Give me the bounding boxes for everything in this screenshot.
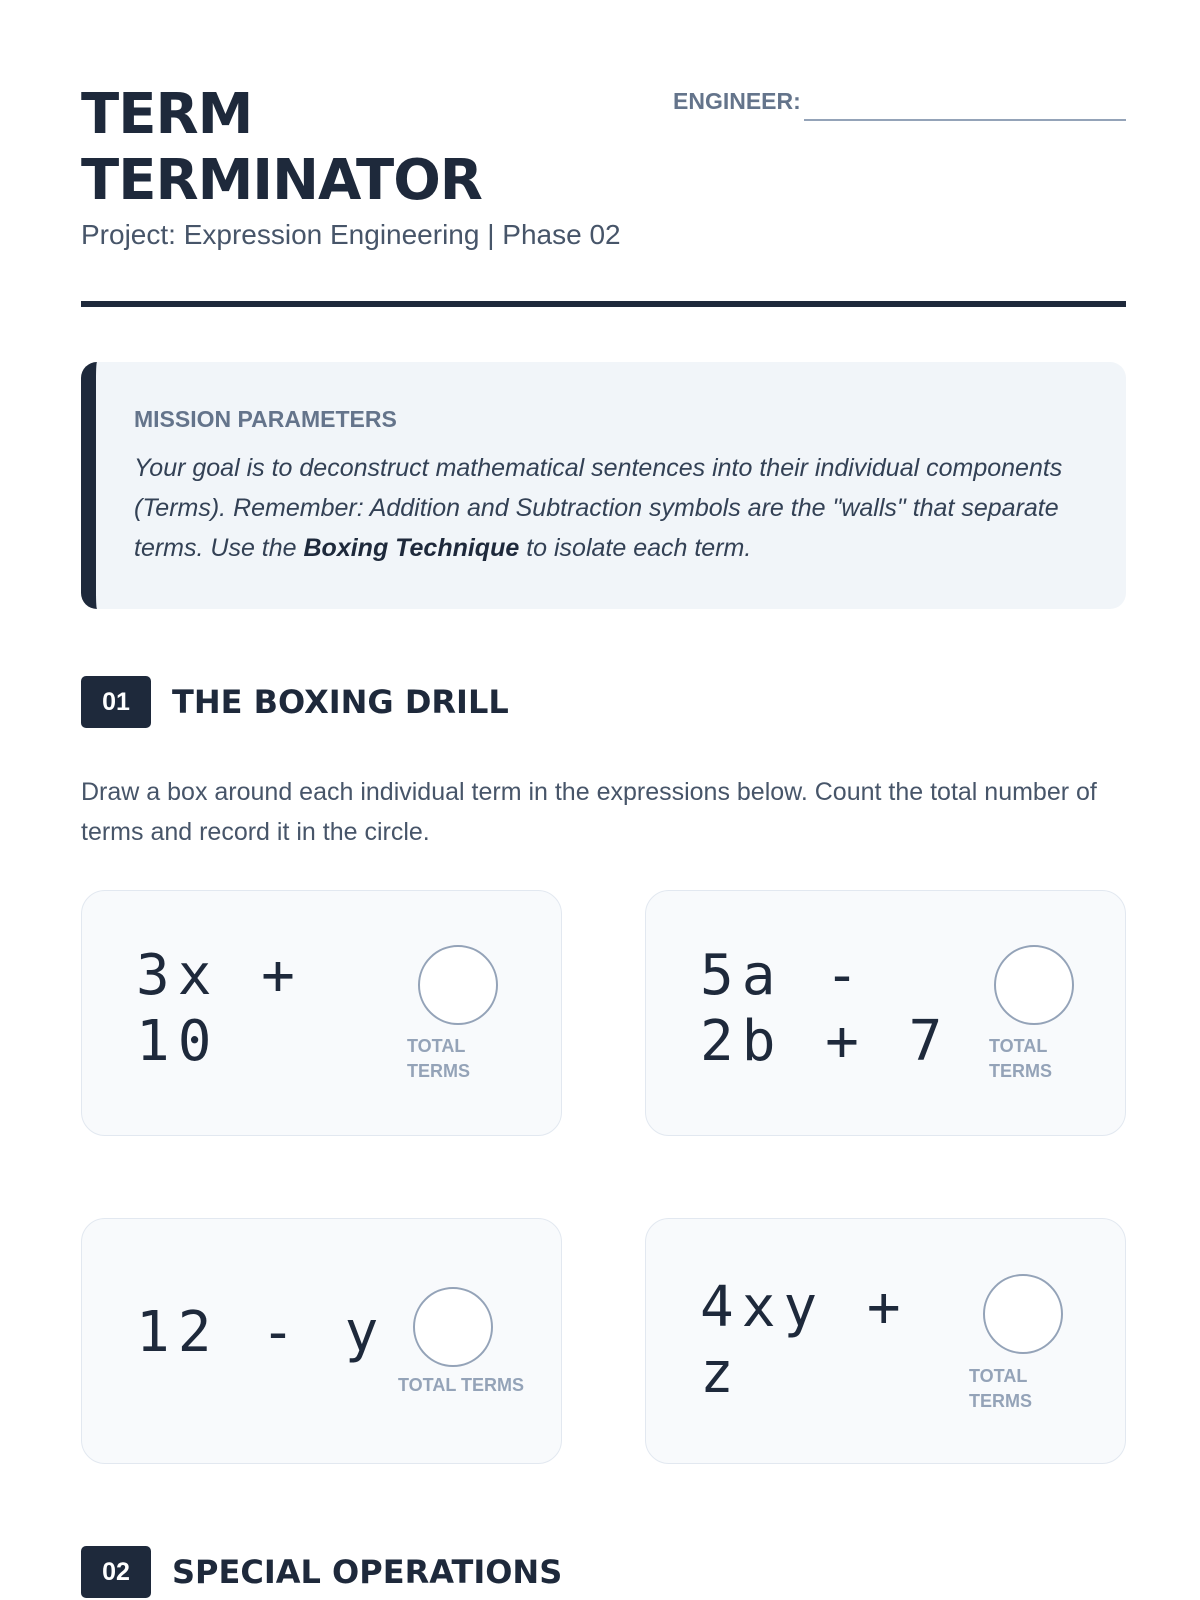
expression-line-1: 12 - y: [136, 1300, 387, 1365]
mission-label: MISSION PARAMETERS: [134, 406, 397, 432]
total-terms-label-line-2: TERMS: [989, 1061, 1052, 1081]
total-terms-label-line-2: TERMS: [969, 1391, 1032, 1411]
expression-line-2: 2b + 7: [700, 1009, 951, 1074]
mission-text-part-1: Your goal is to deconstruct mathematical sentences into their individual components (Terms). Remember: Addition and Subtraction symbols are the "walls" that separate terms. Use the: [134, 454, 1063, 562]
total-terms-circle[interactable]: [983, 1274, 1063, 1354]
total-terms-label: [969, 1364, 1032, 1414]
mission-panel: [81, 362, 1126, 609]
expression-card-4: [645, 1218, 1126, 1464]
engineer-name-line[interactable]: [804, 119, 1126, 121]
total-terms-label: [989, 1034, 1052, 1084]
page-subtitle: Project: Expression Engineering | Phase 02: [81, 219, 621, 250]
expression-line-1: 5a -: [700, 943, 867, 1008]
expression-card-1: [81, 890, 562, 1136]
section-2-number: 02: [81, 1546, 151, 1598]
total-terms-label-line-1: TOTAL: [989, 1036, 1048, 1056]
section-2-title: SPECIAL OPERATIONS: [172, 1553, 563, 1591]
expression-line-1: 3x +: [136, 943, 303, 1008]
mission-text: [134, 448, 1094, 568]
total-terms-label-line-1: TOTAL: [407, 1036, 466, 1056]
expression-line-2: 10: [136, 1009, 220, 1074]
section-1-instructions: Draw a box around each individual term in the expressions below. Count the total number of terms and record it in the circle.: [81, 778, 1097, 846]
title-line-2: TERMINATOR: [81, 148, 482, 213]
total-terms-circle[interactable]: [413, 1287, 493, 1367]
section-1-number: 01: [81, 676, 151, 728]
total-terms-label-line-1: TOTAL: [969, 1366, 1028, 1386]
total-terms-circle[interactable]: [418, 945, 498, 1025]
expression-line-2: z: [700, 1341, 742, 1406]
section-1-title: THE BOXING DRILL: [172, 683, 509, 721]
mission-text-bold: Boxing Technique: [303, 534, 520, 562]
mission-text-part-2: to isolate each term.: [519, 534, 752, 562]
expression-card-2: [645, 890, 1126, 1136]
expression-line-1: 4xy +: [700, 1275, 909, 1340]
total-terms-circle[interactable]: [994, 945, 1074, 1025]
title-line-1: TERM: [81, 82, 253, 147]
total-terms-label: [407, 1034, 470, 1084]
total-terms-label-line-2: TERMS: [407, 1061, 470, 1081]
expression-card-3: [81, 1218, 562, 1464]
engineer-label: ENGINEER:: [673, 88, 801, 114]
total-terms-label: TOTAL TERMS: [398, 1375, 524, 1395]
header-divider: [81, 301, 1126, 307]
page-title: [81, 82, 482, 214]
